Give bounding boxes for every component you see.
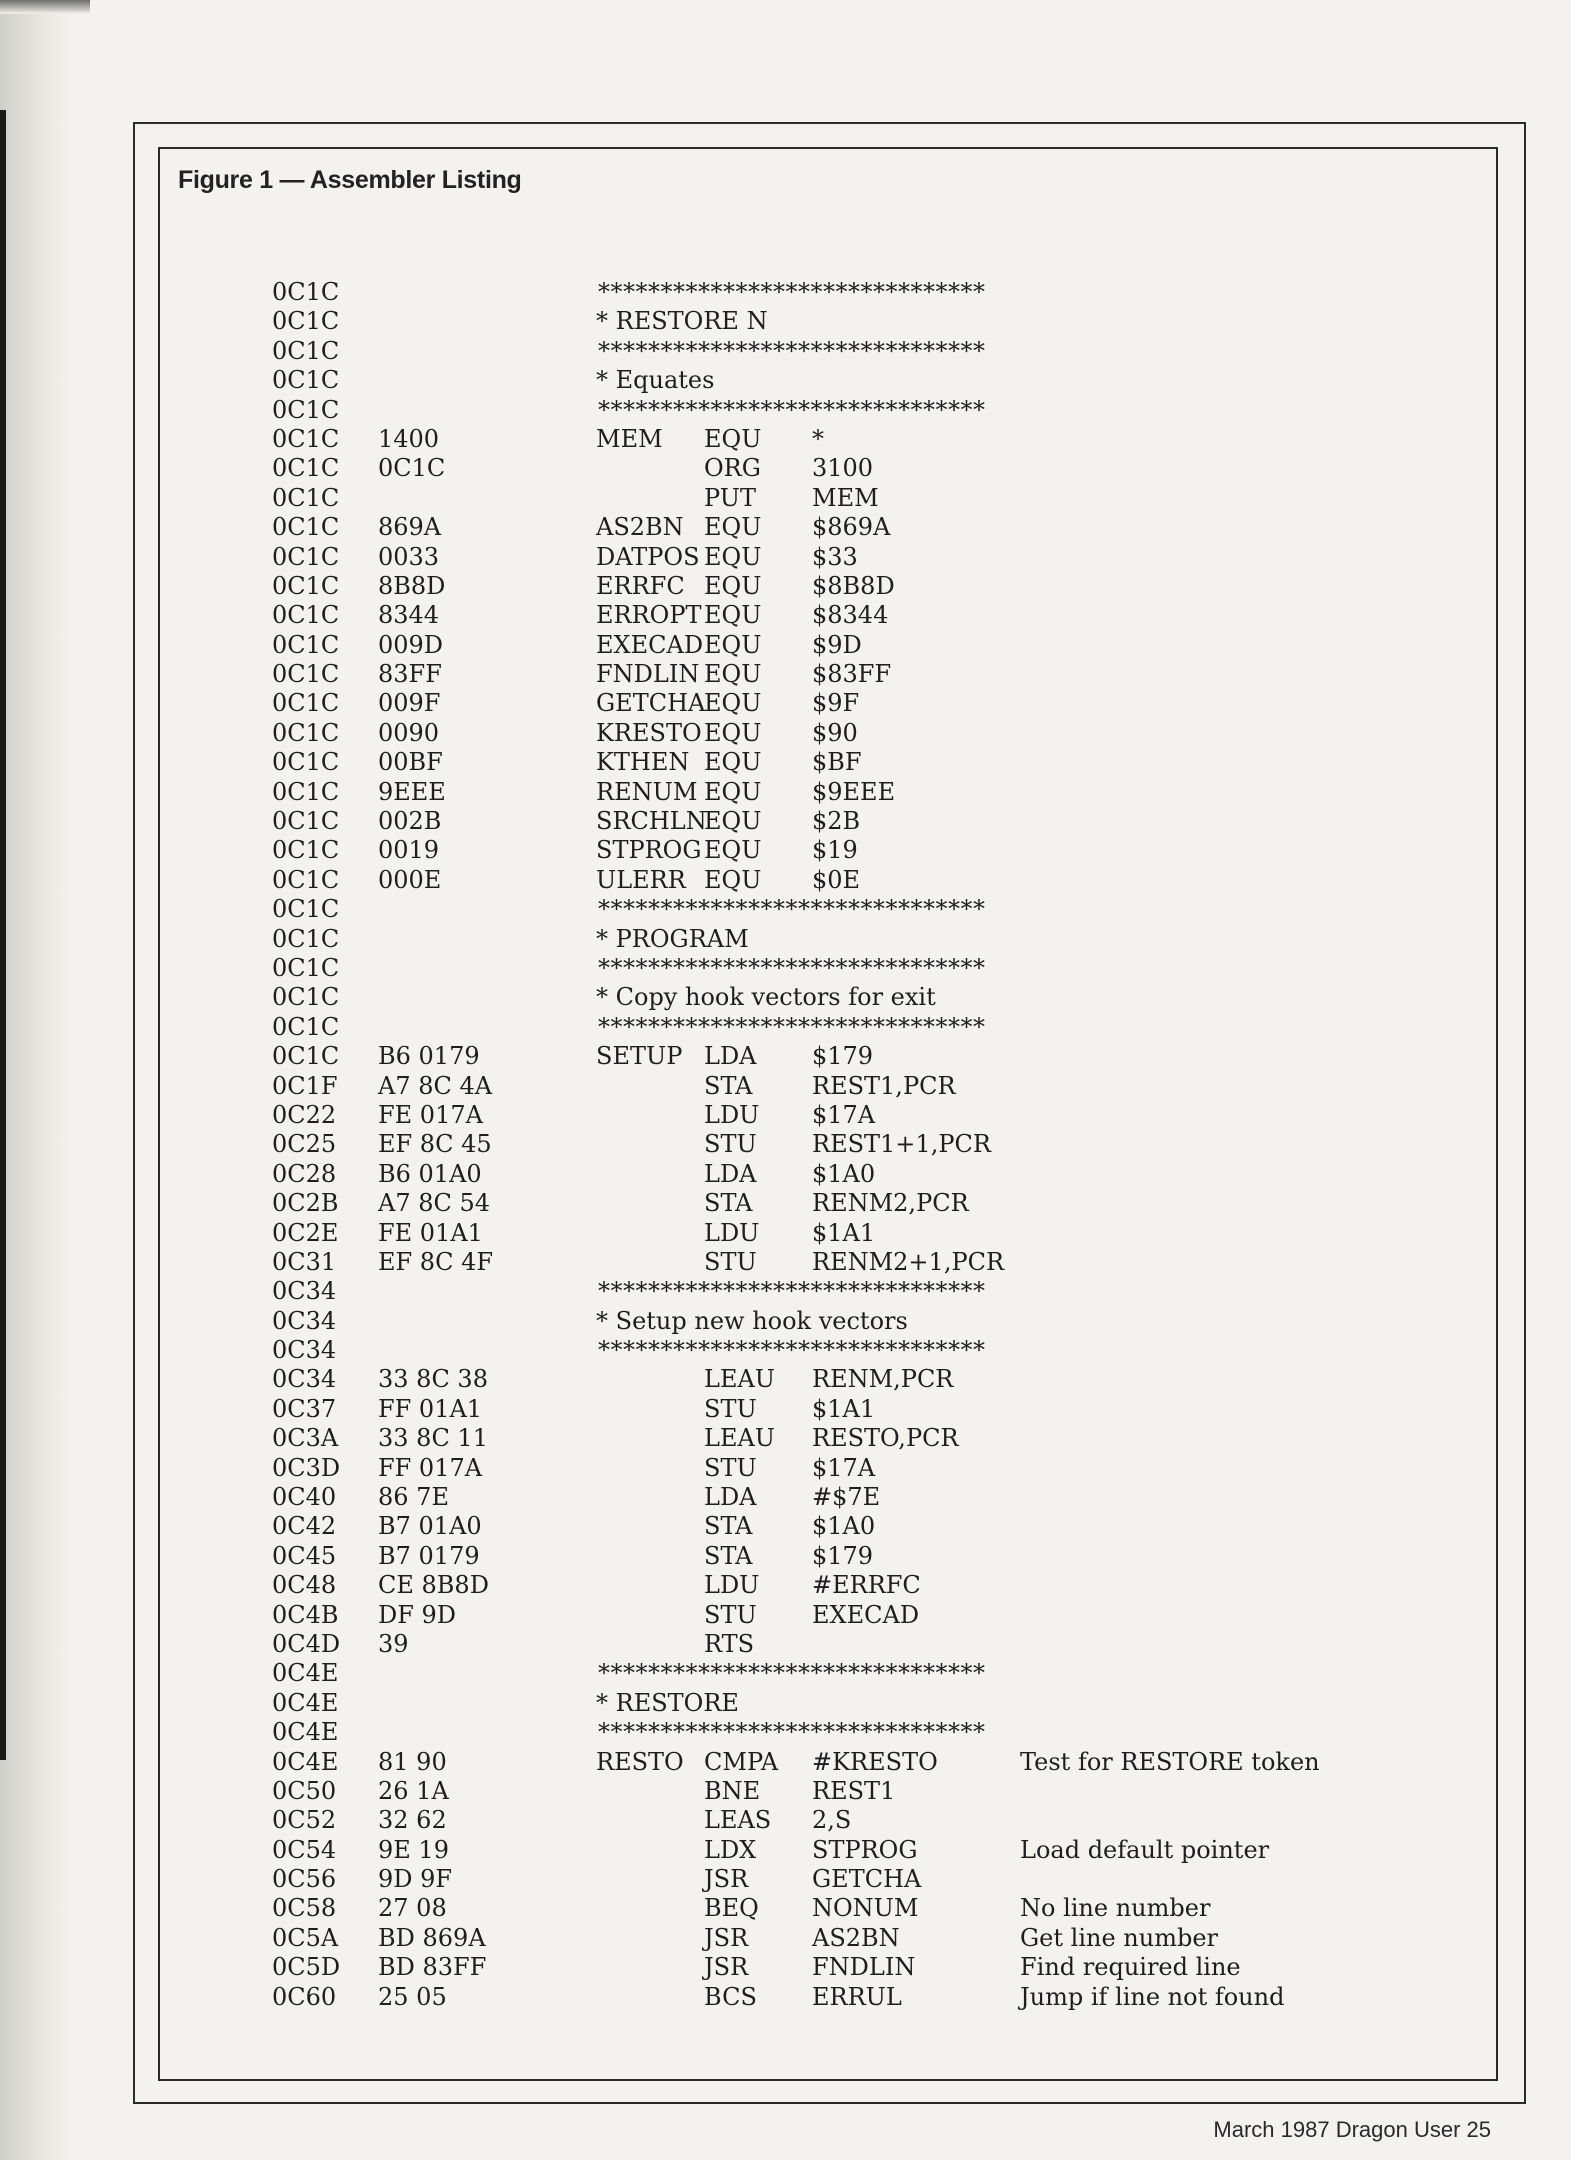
listing-line	[0, 1424, 1571, 1453]
listing-address: 0C60	[272, 1982, 337, 2011]
listing-object-code: 86 7E	[378, 1483, 449, 1512]
listing-opcode: CMPA	[704, 1747, 779, 1776]
listing-label: ERRFC	[596, 571, 685, 600]
listing-line	[0, 1189, 1571, 1218]
listing-address: 0C54	[272, 1835, 337, 1864]
listing-operand: $90	[812, 718, 858, 747]
listing-line	[0, 1689, 1571, 1718]
listing-object-code: 9EEE	[378, 777, 446, 806]
listing-line	[0, 484, 1571, 513]
listing-operand: 2,S	[812, 1806, 852, 1835]
listing-object-code: EF 8C 45	[378, 1130, 492, 1159]
listing-object-code: 39	[378, 1629, 409, 1658]
listing-address: 0C4E	[272, 1718, 339, 1747]
listing-line	[0, 1013, 1571, 1042]
listing-line	[0, 983, 1571, 1012]
listing-line	[0, 1248, 1571, 1277]
listing-line	[0, 836, 1571, 865]
listing-label: DATPOS	[596, 542, 700, 571]
listing-object-code: 1400	[378, 424, 440, 453]
listing-address: 0C1C	[272, 366, 340, 395]
listing-address: 0C34	[272, 1277, 337, 1306]
listing-operand: $179	[812, 1042, 874, 1071]
listing-label: SRCHLN	[596, 807, 707, 836]
listing-separator: *******************************	[598, 1012, 986, 1041]
listing-label: FNDLIN	[596, 660, 700, 689]
listing-object-code: 83FF	[378, 660, 442, 689]
listing-address: 0C1C	[272, 424, 340, 453]
listing-line	[0, 866, 1571, 895]
listing-object-code: FE 01A1	[378, 1218, 483, 1247]
listing-operand: $8344	[812, 601, 889, 630]
listing-address: 0C1C	[272, 278, 340, 306]
listing-opcode: EQU	[704, 630, 762, 659]
listing-object-code: 9E 19	[378, 1835, 449, 1864]
listing-line	[0, 748, 1571, 777]
listing-opcode: EQU	[704, 748, 762, 777]
listing-address: 0C58	[272, 1894, 337, 1923]
listing-separator: *******************************	[598, 895, 986, 924]
listing-line	[0, 925, 1571, 954]
listing-line	[0, 1454, 1571, 1483]
listing-line	[0, 1101, 1571, 1130]
listing-line	[0, 1601, 1571, 1630]
listing-separator: *******************************	[598, 278, 986, 306]
listing-opcode: STU	[704, 1453, 757, 1482]
listing-object-code: 32 62	[378, 1806, 447, 1835]
listing-object-code: 869A	[378, 513, 442, 542]
listing-opcode: LDA	[704, 1483, 757, 1512]
page-footer: March 1987 Dragon User 25	[1213, 2117, 1491, 2142]
listing-line	[0, 366, 1571, 395]
listing-address: 0C3A	[272, 1424, 339, 1453]
listing-separator: *******************************	[598, 953, 986, 982]
listing-address: 0C2E	[272, 1218, 339, 1247]
listing-address: 0C1C	[272, 601, 340, 630]
listing-comment: No line number	[1020, 1894, 1211, 1923]
listing-line	[0, 454, 1571, 483]
listing-comment: Load default pointer	[1020, 1835, 1270, 1864]
listing-operand: $1A1	[812, 1218, 876, 1247]
listing-address: 0C34	[272, 1306, 337, 1335]
listing-opcode: JSR	[704, 1865, 749, 1894]
listing-object-code: FE 017A	[378, 1100, 483, 1129]
listing-label: RESTO	[596, 1747, 684, 1776]
listing-label: STPROG	[596, 836, 702, 865]
listing-address: 0C4E	[272, 1688, 339, 1717]
listing-object-code: 26 1A	[378, 1776, 449, 1805]
listing-opcode: EQU	[704, 807, 762, 836]
listing-address: 0C1C	[272, 630, 340, 659]
listing-address: 0C45	[272, 1541, 337, 1570]
listing-operand: #KRESTO	[812, 1747, 938, 1776]
listing-address: 0C1C	[272, 395, 340, 424]
listing-opcode: EQU	[704, 424, 762, 453]
listing-line	[0, 1130, 1571, 1159]
listing-address: 0C1C	[272, 542, 340, 571]
listing-opcode: ORG	[704, 454, 761, 483]
listing-address: 0C5A	[272, 1923, 339, 1952]
listing-opcode: JSR	[704, 1923, 749, 1952]
listing-operand: $8B8D	[812, 571, 895, 600]
listing-address: 0C28	[272, 1159, 337, 1188]
listing-line	[0, 1483, 1571, 1512]
listing-operand: $1A0	[812, 1159, 876, 1188]
listing-remark: * Copy hook vectors for exit	[596, 983, 936, 1012]
listing-label: RENUM	[596, 777, 698, 806]
listing-label: ERROPT	[596, 601, 702, 630]
listing-operand: $9F	[812, 689, 860, 718]
listing-operand: $179	[812, 1541, 874, 1570]
listing-line	[0, 719, 1571, 748]
listing-separator: *******************************	[598, 395, 986, 424]
listing-line	[0, 954, 1571, 983]
listing-line	[0, 396, 1571, 425]
listing-operand: RENM2+1,PCR	[812, 1247, 1005, 1276]
listing-address: 0C1C	[272, 660, 340, 689]
listing-address: 0C1C	[272, 836, 340, 865]
listing-address: 0C37	[272, 1394, 337, 1423]
listing-address: 0C1C	[272, 483, 340, 512]
listing-label: GETCHA	[596, 689, 706, 718]
listing-address: 0C34	[272, 1365, 337, 1394]
listing-object-code: B7 0179	[378, 1541, 480, 1570]
listing-opcode: LEAU	[704, 1365, 776, 1394]
listing-line	[0, 1395, 1571, 1424]
listing-operand: $19	[812, 836, 858, 865]
listing-opcode: EQU	[704, 660, 762, 689]
listing-line	[0, 631, 1571, 660]
listing-address: 0C34	[272, 1336, 337, 1365]
listing-line	[0, 1718, 1571, 1747]
listing-object-code: A7 8C 4A	[378, 1071, 493, 1100]
listing-label: AS2BN	[596, 513, 684, 542]
listing-line	[0, 1307, 1571, 1336]
listing-operand: REST1,PCR	[812, 1071, 956, 1100]
listing-address: 0C5D	[272, 1953, 341, 1982]
listing-opcode: LDA	[704, 1159, 757, 1188]
listing-address: 0C1C	[272, 689, 340, 718]
listing-operand: #$7E	[812, 1483, 881, 1512]
listing-label: KTHEN	[596, 748, 690, 777]
listing-line	[0, 1277, 1571, 1306]
listing-line	[0, 1748, 1571, 1777]
listing-object-code: 00BF	[378, 748, 443, 777]
listing-line	[0, 337, 1571, 366]
listing-operand: NONUM	[812, 1894, 919, 1923]
listing-address: 0C1C	[272, 1012, 340, 1041]
listing-object-code: CE 8B8D	[378, 1571, 489, 1600]
listing-operand: RENM2,PCR	[812, 1189, 969, 1218]
listing-operand: MEM	[812, 483, 879, 512]
listing-label: KRESTO	[596, 718, 702, 747]
listing-operand: $2B	[812, 807, 861, 836]
listing-remark: * Setup new hook vectors	[596, 1306, 908, 1335]
listing-object-code: 9D 9F	[378, 1865, 453, 1894]
listing-object-code: FF 01A1	[378, 1394, 483, 1423]
listing-address: 0C1C	[272, 748, 340, 777]
listing-address: 0C48	[272, 1571, 337, 1600]
listing-object-code: BD 869A	[378, 1923, 486, 1952]
listing-address: 0C50	[272, 1776, 337, 1805]
listing-opcode: EQU	[704, 718, 762, 747]
listing-line	[0, 543, 1571, 572]
listing-operand: FNDLIN	[812, 1953, 916, 1982]
listing-line	[0, 1072, 1571, 1101]
listing-line	[0, 778, 1571, 807]
listing-operand: REST1	[812, 1776, 896, 1805]
listing-opcode: STA	[704, 1541, 753, 1570]
listing-line	[0, 1219, 1571, 1248]
listing-object-code: BD 83FF	[378, 1953, 487, 1982]
listing-address: 0C4D	[272, 1629, 341, 1658]
listing-address: 0C52	[272, 1806, 337, 1835]
listing-remark: * RESTORE	[596, 1688, 739, 1717]
listing-opcode: JSR	[704, 1953, 749, 1982]
listing-line	[0, 513, 1571, 542]
listing-line	[0, 1953, 1571, 1982]
listing-address: 0C4E	[272, 1747, 339, 1776]
listing-line	[0, 1983, 1571, 2012]
listing-object-code: FF 017A	[378, 1453, 483, 1482]
figure-title: Figure 1 — Assembler Listing	[178, 166, 522, 194]
listing-operand: ERRUL	[812, 1982, 902, 2011]
listing-line	[0, 807, 1571, 836]
listing-opcode: STU	[704, 1247, 757, 1276]
listing-object-code: 8B8D	[378, 571, 446, 600]
listing-opcode: EQU	[704, 865, 762, 894]
listing-opcode: EQU	[704, 513, 762, 542]
listing-operand: RENM,PCR	[812, 1365, 954, 1394]
listing-object-code: 27 08	[378, 1894, 447, 1923]
listing-address: 0C22	[272, 1100, 337, 1129]
listing-address: 0C4B	[272, 1600, 339, 1629]
listing-object-code: A7 8C 54	[378, 1189, 491, 1218]
listing-comment: Jump if line not found	[1020, 1982, 1285, 2011]
assembler-listing	[0, 278, 1571, 2012]
listing-object-code: 33 8C 11	[378, 1424, 488, 1453]
listing-object-code: 002B	[378, 807, 442, 836]
listing-line	[0, 1894, 1571, 1923]
listing-separator: *******************************	[598, 1277, 986, 1306]
listing-object-code: DF 9D	[378, 1600, 457, 1629]
listing-opcode: STA	[704, 1512, 753, 1541]
listing-separator: *******************************	[598, 336, 986, 365]
listing-address: 0C1C	[272, 865, 340, 894]
listing-opcode: EQU	[704, 542, 762, 571]
listing-address: 0C1C	[272, 807, 340, 836]
listing-line	[0, 278, 1571, 307]
listing-separator: *******************************	[598, 1718, 986, 1747]
listing-address: 0C1C	[272, 777, 340, 806]
listing-operand: $83FF	[812, 660, 892, 689]
listing-label: ULERR	[596, 865, 686, 894]
listing-operand: $1A1	[812, 1394, 876, 1423]
listing-opcode: EQU	[704, 689, 762, 718]
listing-operand: GETCHA	[812, 1865, 922, 1894]
listing-line	[0, 1659, 1571, 1688]
listing-address: 0C25	[272, 1130, 337, 1159]
listing-address: 0C40	[272, 1483, 337, 1512]
listing-address: 0C31	[272, 1247, 337, 1276]
listing-opcode: STU	[704, 1394, 757, 1423]
listing-address: 0C1C	[272, 571, 340, 600]
listing-address: 0C2B	[272, 1189, 339, 1218]
listing-line	[0, 1042, 1571, 1071]
listing-operand: $17A	[812, 1100, 876, 1129]
listing-address: 0C1C	[272, 924, 340, 953]
listing-opcode: STU	[704, 1130, 757, 1159]
listing-line	[0, 1924, 1571, 1953]
listing-object-code: 81 90	[378, 1747, 447, 1776]
listing-separator: *******************************	[598, 1659, 986, 1688]
listing-opcode: STA	[704, 1071, 753, 1100]
listing-object-code: B6 01A0	[378, 1159, 482, 1188]
listing-operand: $BF	[812, 748, 862, 777]
listing-line	[0, 1512, 1571, 1541]
listing-opcode: EQU	[704, 836, 762, 865]
listing-opcode: BNE	[704, 1776, 761, 1805]
listing-object-code: 33 8C 38	[378, 1365, 488, 1394]
listing-operand: $0E	[812, 865, 861, 894]
listing-operand: $9EEE	[812, 777, 896, 806]
listing-operand: $1A0	[812, 1512, 876, 1541]
listing-operand: $9D	[812, 630, 862, 659]
listing-line	[0, 1865, 1571, 1894]
listing-opcode: LDX	[704, 1835, 757, 1864]
listing-line	[0, 1571, 1571, 1600]
listing-line	[0, 572, 1571, 601]
listing-object-code: 0090	[378, 718, 440, 747]
listing-comment: Find required line	[1020, 1953, 1241, 1982]
listing-line	[0, 1542, 1571, 1571]
listing-line	[0, 1836, 1571, 1865]
listing-opcode: PUT	[704, 483, 756, 512]
listing-address: 0C1C	[272, 895, 340, 924]
listing-opcode: LDU	[704, 1218, 760, 1247]
listing-line	[0, 1336, 1571, 1365]
listing-comment: Test for RESTORE token	[1020, 1747, 1320, 1776]
listing-label: MEM	[596, 424, 663, 453]
listing-address: 0C42	[272, 1512, 337, 1541]
listing-address: 0C4E	[272, 1659, 339, 1688]
listing-address: 0C1F	[272, 1071, 338, 1100]
listing-address: 0C1C	[272, 983, 340, 1012]
listing-object-code: 009D	[378, 630, 444, 659]
listing-operand: $869A	[812, 513, 891, 542]
listing-opcode: STU	[704, 1600, 757, 1629]
listing-line	[0, 660, 1571, 689]
listing-object-code: 25 05	[378, 1982, 447, 2011]
listing-address: 0C1C	[272, 454, 340, 483]
listing-object-code: B7 01A0	[378, 1512, 482, 1541]
listing-address: 0C1C	[272, 307, 340, 336]
listing-object-code: 0019	[378, 836, 440, 865]
listing-address: 0C1C	[272, 718, 340, 747]
listing-line	[0, 689, 1571, 718]
listing-opcode: BCS	[704, 1982, 757, 2011]
listing-label: EXECAD	[596, 630, 704, 659]
listing-operand: #ERRFC	[812, 1571, 921, 1600]
listing-operand: $17A	[812, 1453, 876, 1482]
listing-operand: *	[812, 424, 824, 453]
listing-operand: $33	[812, 542, 858, 571]
listing-opcode: RTS	[704, 1629, 755, 1658]
listing-operand: AS2BN	[812, 1923, 900, 1952]
listing-opcode: LDA	[704, 1042, 757, 1071]
listing-address: 0C3D	[272, 1453, 341, 1482]
listing-remark: * RESTORE N	[596, 307, 768, 336]
listing-opcode: STA	[704, 1189, 753, 1218]
listing-address: 0C1C	[272, 1042, 340, 1071]
listing-line	[0, 1806, 1571, 1835]
listing-opcode: LEAS	[704, 1806, 772, 1835]
listing-opcode: BEQ	[704, 1894, 759, 1923]
listing-object-code: 0C1C	[378, 454, 446, 483]
listing-object-code: EF 8C 4F	[378, 1247, 493, 1276]
listing-object-code: 000E	[378, 865, 442, 894]
listing-line	[0, 1630, 1571, 1659]
scan-edge-shadow	[0, 0, 90, 14]
listing-label: SETUP	[596, 1042, 683, 1071]
listing-remark: * Equates	[596, 366, 715, 395]
listing-address: 0C1C	[272, 336, 340, 365]
listing-address: 0C1C	[272, 513, 340, 542]
listing-line	[0, 1365, 1571, 1394]
listing-operand: 3100	[812, 454, 874, 483]
listing-line	[0, 425, 1571, 454]
listing-line	[0, 601, 1571, 630]
listing-line	[0, 1777, 1571, 1806]
listing-comment: Get line number	[1020, 1923, 1218, 1952]
listing-object-code: 8344	[378, 601, 440, 630]
listing-line	[0, 1160, 1571, 1189]
listing-operand: EXECAD	[812, 1600, 920, 1629]
listing-address: 0C1C	[272, 953, 340, 982]
listing-separator: *******************************	[598, 1336, 986, 1365]
listing-object-code: B6 0179	[378, 1042, 480, 1071]
listing-opcode: EQU	[704, 601, 762, 630]
listing-address: 0C56	[272, 1865, 337, 1894]
listing-opcode: EQU	[704, 571, 762, 600]
listing-operand: RESTO,PCR	[812, 1424, 959, 1453]
listing-opcode: LDU	[704, 1571, 760, 1600]
listing-opcode: EQU	[704, 777, 762, 806]
listing-line	[0, 307, 1571, 336]
listing-line	[0, 895, 1571, 924]
listing-operand: STPROG	[812, 1835, 918, 1864]
listing-object-code: 009F	[378, 689, 441, 718]
listing-operand: REST1+1,PCR	[812, 1130, 991, 1159]
listing-opcode: LDU	[704, 1100, 760, 1129]
listing-opcode: LEAU	[704, 1424, 776, 1453]
listing-object-code: 0033	[378, 542, 440, 571]
listing-remark: * PROGRAM	[596, 924, 749, 953]
